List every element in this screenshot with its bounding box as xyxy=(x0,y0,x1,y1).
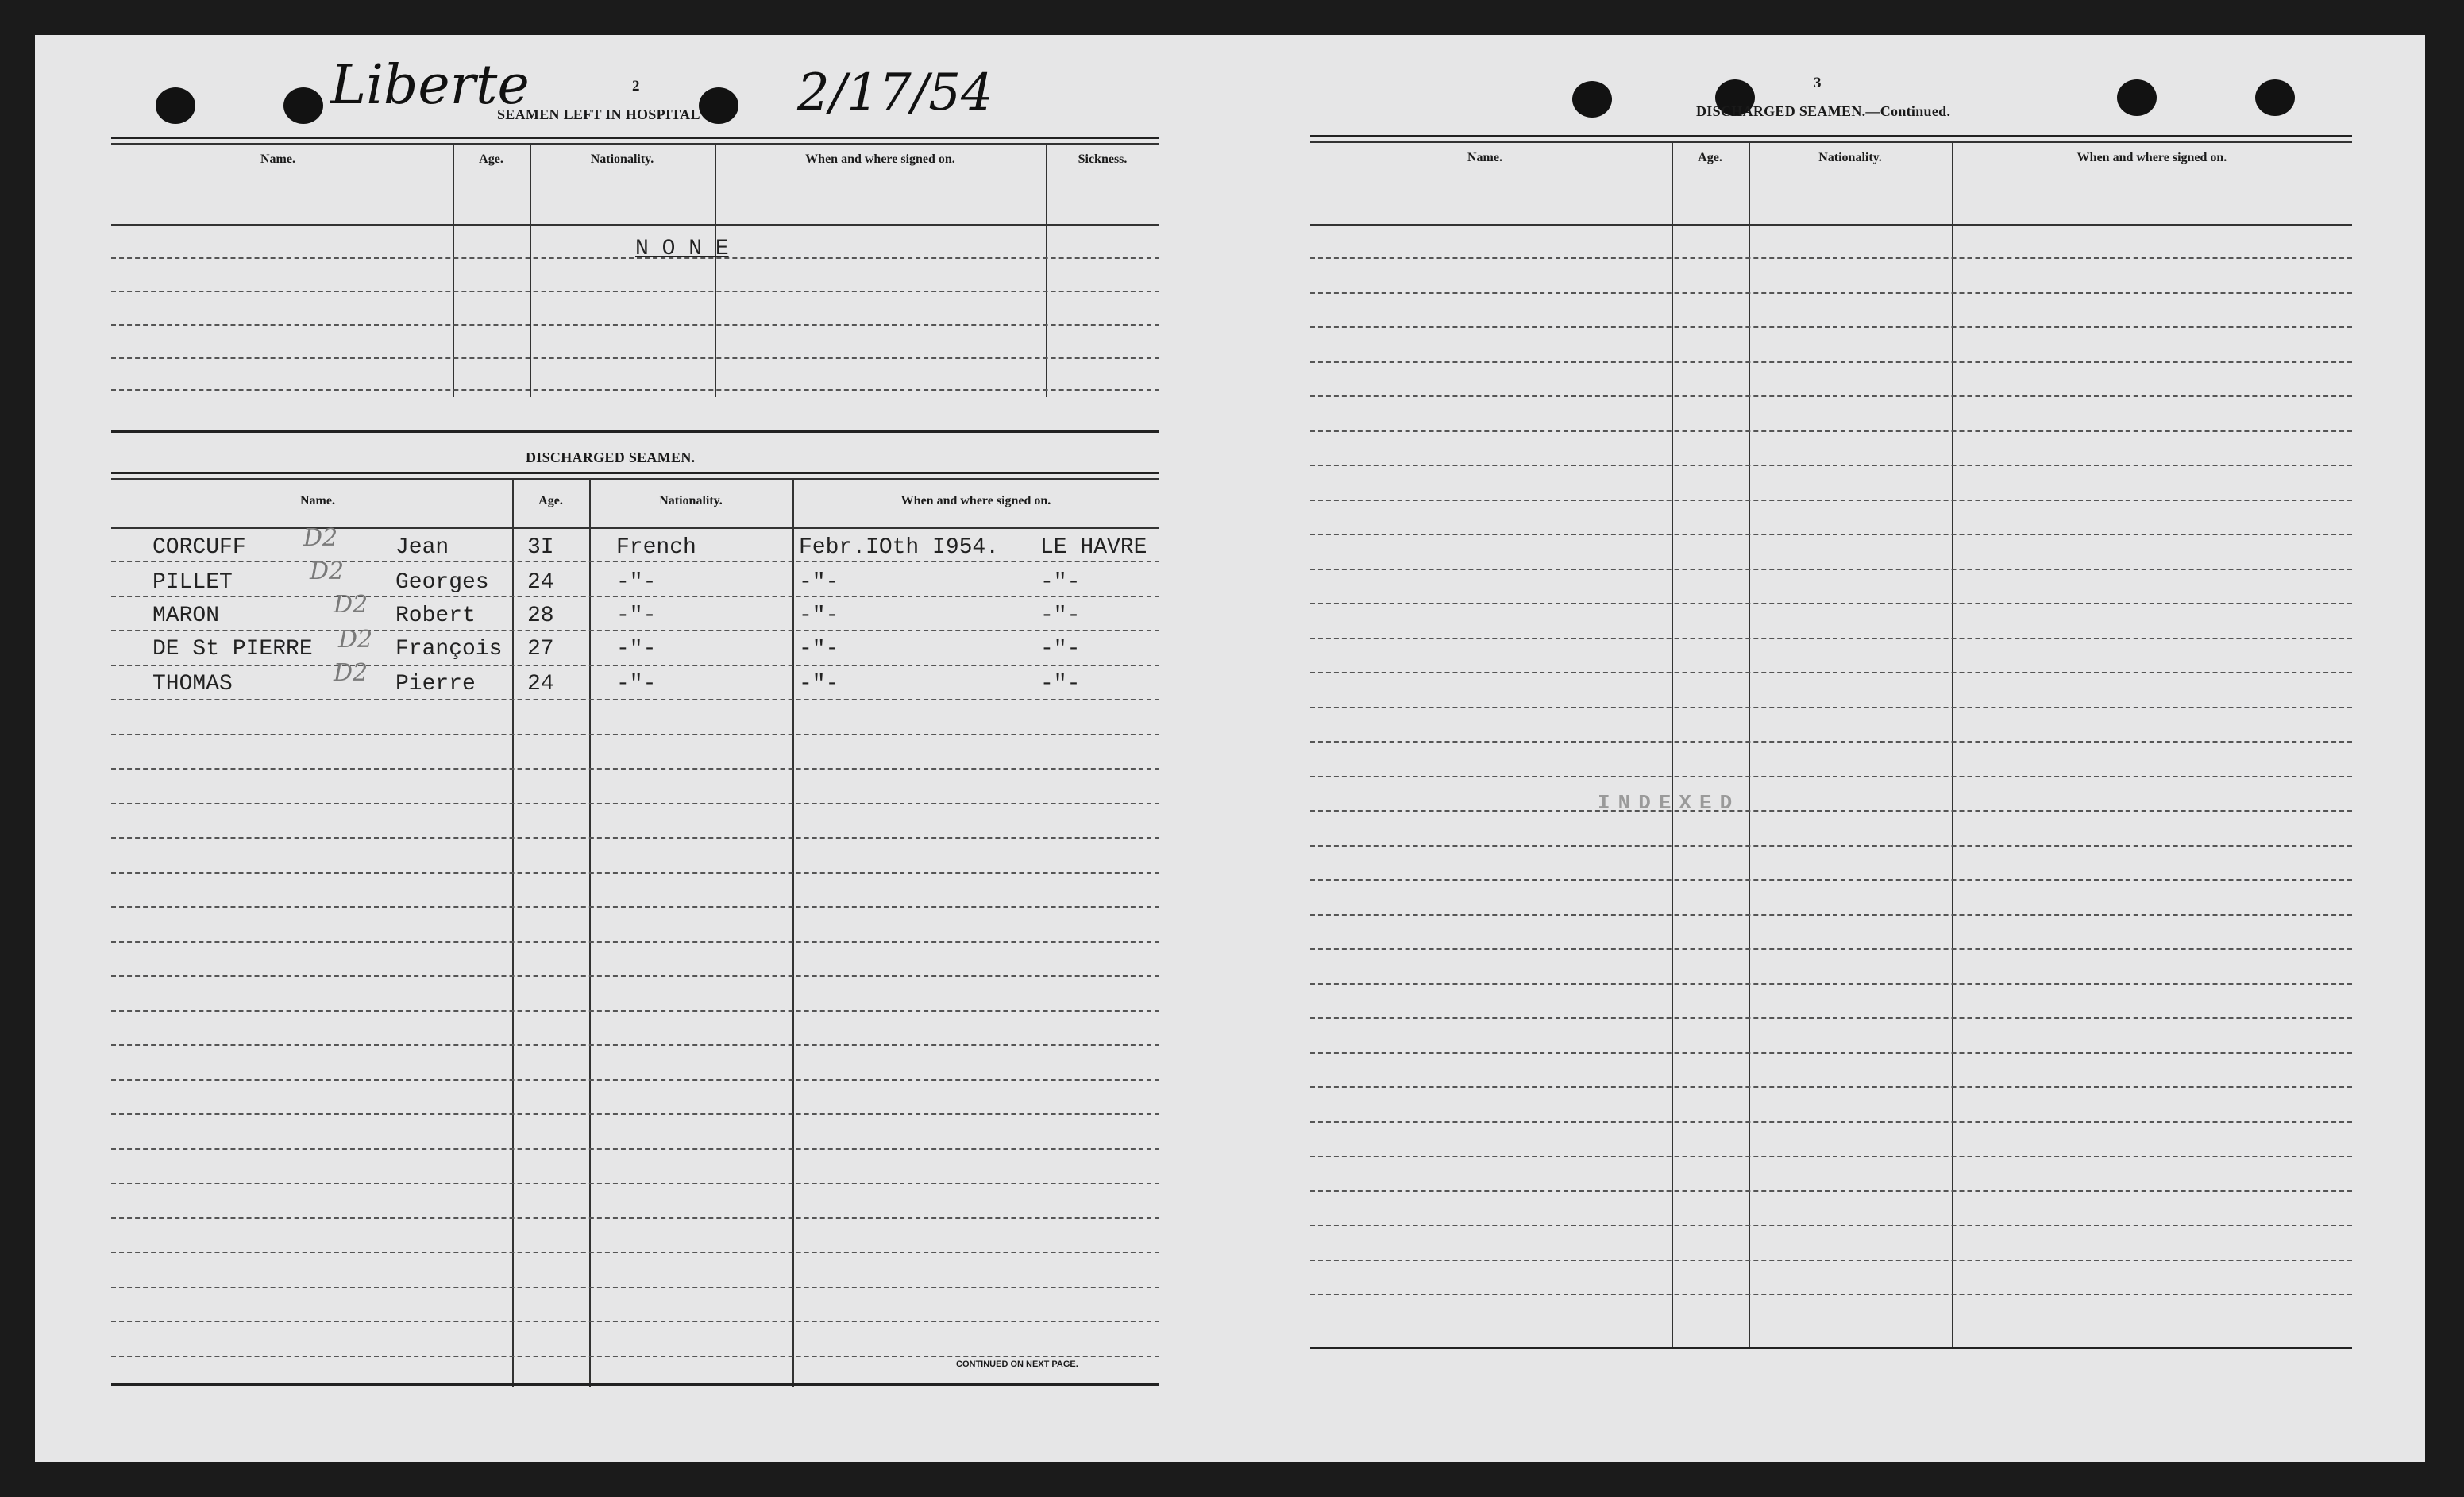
left-page xyxy=(35,35,1226,1462)
column-header-signed-on: When and where signed on. xyxy=(900,494,1051,507)
column-divider xyxy=(530,143,531,397)
table-rule xyxy=(111,224,1159,226)
ruled-line xyxy=(111,630,1159,631)
ruled-line xyxy=(1310,1052,2352,1054)
ruled-line xyxy=(1310,395,2352,397)
column-header-name: Name. xyxy=(260,152,295,166)
ruled-line xyxy=(1310,292,2352,294)
document-sheet xyxy=(35,35,2425,1462)
ruled-line xyxy=(111,596,1159,597)
row-handwritten-mark: D2 xyxy=(303,524,338,552)
column-header-name: Name. xyxy=(1467,151,1502,164)
ruled-line xyxy=(1310,569,2352,570)
column-header-name: Name. xyxy=(300,494,335,507)
ruled-line xyxy=(111,1252,1159,1253)
row-nationality: -"- xyxy=(616,637,657,662)
hospital-table xyxy=(111,137,1159,438)
ruled-line xyxy=(111,324,1159,326)
ruled-line xyxy=(111,389,1159,391)
discharged-table xyxy=(111,472,1159,1409)
table-rule xyxy=(1310,135,2352,137)
ruled-line xyxy=(1310,326,2352,328)
ruled-line xyxy=(1310,430,2352,432)
row-signed-place: -"- xyxy=(1040,637,1081,662)
row-given-name: Georges xyxy=(395,570,489,595)
row-given-name: François xyxy=(395,637,503,662)
table-rule xyxy=(1310,1347,2352,1349)
ruled-line xyxy=(1310,1121,2352,1123)
ruled-line xyxy=(1310,1225,2352,1226)
ruled-line xyxy=(111,1079,1159,1081)
column-divider xyxy=(453,143,454,397)
ruled-line xyxy=(111,768,1159,770)
row-age: 24 xyxy=(527,672,554,696)
punch-hole xyxy=(699,87,738,124)
row-given-name: Jean xyxy=(395,535,449,560)
ruled-line xyxy=(111,837,1159,839)
ruled-line xyxy=(1310,707,2352,708)
row-given-name: Pierre xyxy=(395,672,476,696)
ruled-line xyxy=(111,872,1159,874)
ruled-line xyxy=(111,291,1159,292)
row-handwritten-mark: D2 xyxy=(334,591,368,619)
ruled-line xyxy=(111,357,1159,359)
row-signed-date: Febr.IOth I954. xyxy=(799,535,1000,560)
ruled-line xyxy=(111,1010,1159,1012)
punch-hole xyxy=(283,87,323,124)
ruled-line xyxy=(1310,1294,2352,1295)
right-page xyxy=(1266,35,2425,1462)
row-nationality: -"- xyxy=(616,604,657,628)
column-divider xyxy=(1672,141,1673,1348)
row-surname: MARON xyxy=(152,604,220,628)
ruled-line xyxy=(111,1148,1159,1150)
ruled-line xyxy=(1310,534,2352,535)
handwritten-ship-name: Liberte xyxy=(330,54,530,117)
row-handwritten-mark: D2 xyxy=(310,558,345,585)
ruled-line xyxy=(1310,638,2352,639)
row-age: 28 xyxy=(527,604,554,628)
column-divider xyxy=(792,478,794,1387)
ruled-line xyxy=(111,1113,1159,1115)
row-surname: DE St PIERRE xyxy=(152,637,313,662)
row-signed-date: -"- xyxy=(799,570,839,595)
right-page-title: DISCHARGED SEAMEN.—Continued. xyxy=(1696,103,1951,119)
table-rule xyxy=(1310,141,2352,143)
ruled-line xyxy=(111,699,1159,700)
row-given-name: Robert xyxy=(395,604,476,628)
ruled-line xyxy=(1310,879,2352,881)
column-header-age: Age. xyxy=(538,494,563,507)
punch-hole xyxy=(156,87,195,124)
ruled-line xyxy=(1310,776,2352,777)
ruled-line xyxy=(1310,257,2352,259)
continued-footer: CONTINUED ON NEXT PAGE. xyxy=(956,1360,1078,1369)
column-divider xyxy=(589,478,591,1387)
row-signed-date: -"- xyxy=(799,672,839,696)
row-surname: PILLET xyxy=(152,570,233,595)
ruled-line xyxy=(111,1044,1159,1046)
column-divider xyxy=(1046,143,1047,397)
row-handwritten-mark: D2 xyxy=(338,626,373,654)
table-rule xyxy=(111,143,1159,145)
ruled-line xyxy=(1310,1260,2352,1261)
column-header-age: Age. xyxy=(479,152,503,166)
column-header-signed-on: When and where signed on. xyxy=(805,152,955,166)
ruled-line xyxy=(1310,1017,2352,1019)
ruled-line xyxy=(1310,810,2352,812)
column-divider xyxy=(512,478,514,1387)
column-header-sickness: Sickness. xyxy=(1078,152,1128,166)
ruled-line xyxy=(1310,465,2352,466)
ruled-line xyxy=(111,906,1159,908)
row-signed-date: -"- xyxy=(799,637,839,662)
ruled-line xyxy=(111,803,1159,804)
ruled-line xyxy=(111,1321,1159,1322)
column-divider xyxy=(1749,141,1750,1348)
column-header-signed-on: When and where signed on. xyxy=(2076,151,2227,164)
page-number: 3 xyxy=(1814,75,1822,91)
table-rule xyxy=(111,430,1159,433)
column-divider xyxy=(715,143,716,397)
ruled-line xyxy=(1310,361,2352,363)
punch-hole xyxy=(2117,79,2157,116)
table-rule xyxy=(111,137,1159,139)
row-signed-place: -"- xyxy=(1040,672,1081,696)
ruled-line xyxy=(1310,603,2352,604)
hospital-section-title: SEAMEN LEFT IN HOSPITAL xyxy=(497,106,700,122)
column-divider xyxy=(1952,141,1953,1348)
faded-indexed-stamp: INDEXED xyxy=(1598,791,1741,815)
ruled-line xyxy=(1310,1190,2352,1192)
row-signed-place: LE HAVRE xyxy=(1040,535,1147,560)
ruled-line xyxy=(111,975,1159,977)
discharged-continued-table xyxy=(1310,135,2352,1398)
row-handwritten-mark: D2 xyxy=(334,659,368,687)
ruled-line xyxy=(111,1287,1159,1288)
punch-hole xyxy=(2255,79,2295,116)
handwritten-date: 2/17/54 xyxy=(797,64,993,122)
none-entry: N O N E xyxy=(635,237,729,261)
ruled-line xyxy=(111,734,1159,735)
ruled-line xyxy=(1310,845,2352,847)
punch-hole xyxy=(1572,81,1612,118)
row-signed-place: -"- xyxy=(1040,604,1081,628)
ruled-line xyxy=(1310,1086,2352,1088)
column-header-nationality: Nationality. xyxy=(659,494,723,507)
row-signed-date: -"- xyxy=(799,604,839,628)
ruled-line xyxy=(1310,948,2352,950)
ruled-line xyxy=(111,941,1159,943)
column-header-age: Age. xyxy=(1698,151,1722,164)
ruled-line xyxy=(111,1217,1159,1219)
table-rule xyxy=(111,1383,1159,1386)
table-rule xyxy=(111,472,1159,474)
ruled-line xyxy=(1310,672,2352,673)
ruled-line xyxy=(1310,983,2352,985)
ruled-line xyxy=(111,561,1159,562)
row-age: 3I xyxy=(527,535,554,560)
table-rule xyxy=(111,527,1159,529)
ruled-line xyxy=(1310,500,2352,501)
table-rule xyxy=(1310,224,2352,226)
discharged-section-title: DISCHARGED SEAMEN. xyxy=(526,449,696,465)
row-nationality: -"- xyxy=(616,570,657,595)
column-header-nationality: Nationality. xyxy=(590,152,654,166)
column-header-nationality: Nationality. xyxy=(1818,151,1882,164)
ruled-line xyxy=(111,1356,1159,1357)
ruled-line xyxy=(1310,741,2352,743)
ruled-line xyxy=(111,1183,1159,1184)
page-number: 2 xyxy=(632,78,640,95)
row-age: 24 xyxy=(527,570,554,595)
row-signed-place: -"- xyxy=(1040,570,1081,595)
row-surname: THOMAS xyxy=(152,672,233,696)
ruled-line xyxy=(1310,1156,2352,1157)
row-surname: CORCUFF xyxy=(152,535,246,560)
row-nationality: French xyxy=(616,535,696,560)
table-rule xyxy=(111,478,1159,480)
ruled-line xyxy=(1310,914,2352,916)
ruled-line xyxy=(111,665,1159,666)
row-nationality: -"- xyxy=(616,672,657,696)
row-age: 27 xyxy=(527,637,554,662)
